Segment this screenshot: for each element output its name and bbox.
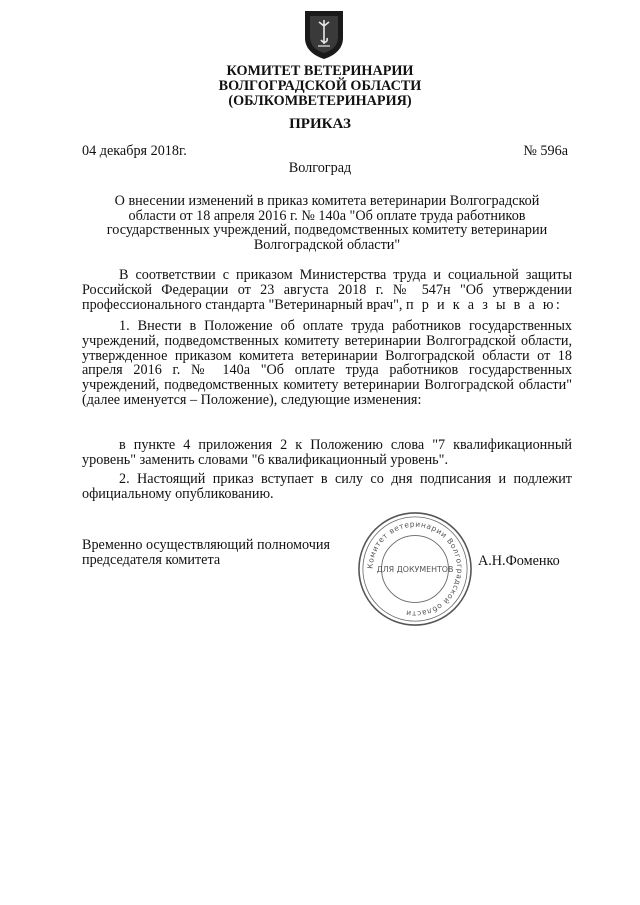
official-seal-stamp (356, 510, 474, 628)
coat-of-arms-icon (302, 8, 346, 60)
document-title (82, 194, 572, 252)
org-name-line-1: КОМИТЕТ ВЕТЕРИНАРИИ (226, 63, 414, 79)
title-line-2: области от 18 апреля 2016 г. № 140а "Об оплате труда работников (128, 207, 526, 224)
signatory-name: А.Н.Фоменко (478, 553, 560, 569)
signatory-position (82, 538, 330, 568)
intro-paragraph (82, 268, 572, 312)
item-2-paragraph: 2. Настоящий приказ вступает в силу со дня подписания и подлежит официальному опубликованию. (82, 471, 572, 502)
document-type: ПРИКАЗ (289, 116, 351, 132)
signatory-position-line-1: Временно осуществляющий полномочия (82, 537, 331, 553)
seal-center-text: ДЛЯ ДОКУМЕНТОВ (376, 564, 454, 574)
document-date: 04 декабря 2018г. (82, 143, 187, 159)
intro-text: В соответствии с приказом Министерства труда и социальной защиты Российской Федерации от 23 августа 2018 г. № 547н "Об утверждении профессионального стандарта "Ветеринарный врач", (82, 267, 572, 313)
order-word: п р и к а з ы в а ю: (406, 296, 563, 313)
document-number: № 596а (523, 143, 568, 159)
item-1-paragraph: 1. Внести в Положение об оплате труда работников государственных учреждений, подведомственных комитету ветеринарии Волгоградской области, утвержденное приказом комитета ветеринарии Волгоградской области от 18 апреля 2016 г. № 140а "Об оплате труда работников государственных учреждений, подведомственных комитету ветеринарии Волгоградской области" (далее именуется – Положение), следующие изменения: (82, 318, 572, 408)
title-line-4: Волгоградской области" (253, 236, 401, 253)
document-city: Волгоград (288, 160, 352, 176)
item-1-subparagraph: в пункте 4 приложения 2 к Положению слова "7 квалификационный уровень" заменить словами "6 квалификационный уровень". (82, 437, 572, 468)
org-name-line-3: (ОБЛКОМВЕТЕРИНАРИЯ) (228, 93, 412, 109)
seal-ring-text: Комитет ветеринарии Волгоградской области (365, 519, 465, 619)
title-line-3: государственных учреждений, подведомственных комитету ветеринарии (106, 222, 548, 239)
title-line-1: О внесении изменений в приказ комитета ветеринарии Волгоградской (114, 193, 540, 209)
org-name-line-2: ВОЛГОГРАДСКОЙ ОБЛАСТИ (218, 78, 422, 94)
signatory-position-line-2: председателя комитета (82, 551, 221, 568)
